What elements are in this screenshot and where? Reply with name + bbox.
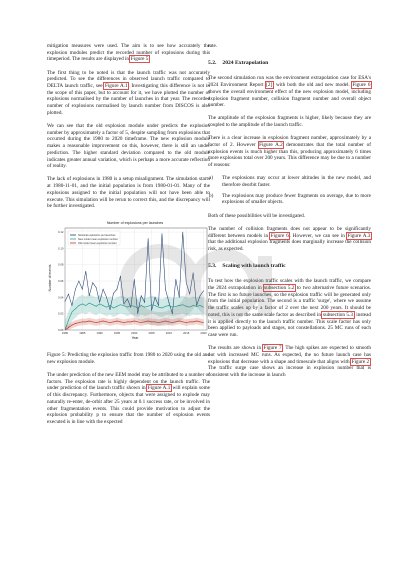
data-point	[72, 306, 73, 307]
data-point	[92, 283, 93, 284]
x-tick-label: 2015	[183, 331, 190, 336]
paragraph-text: demonstrates that the total number of explosion events is much higher than this, producing approximately 6 times more explosions total over 200 years. This difference may be due to a number of reasons:	[208, 142, 372, 169]
data-point	[179, 297, 180, 298]
data-point	[193, 322, 194, 323]
paragraph	[208, 345, 371, 379]
x-tick-label: 1985	[79, 331, 86, 336]
data-point	[113, 293, 114, 294]
data-point	[186, 323, 187, 324]
figure-link[interactable]: Figure 6	[270, 232, 289, 239]
data-point	[158, 323, 159, 324]
data-point	[193, 273, 194, 274]
data-point	[124, 323, 125, 324]
paragraph-text: To test how the explosion traffic scales with the launch traffic, we compare the 2024 extrapolation in	[208, 278, 371, 292]
data-point	[99, 322, 100, 323]
x-tick-label: 1995	[113, 331, 121, 336]
data-point	[186, 283, 187, 284]
data-point	[89, 321, 90, 322]
data-point	[127, 322, 128, 323]
data-point	[75, 289, 76, 290]
data-point	[144, 307, 145, 308]
list-label: b)	[209, 192, 214, 199]
legend-label: Old model mean explosion number	[78, 242, 117, 246]
data-point	[82, 289, 83, 290]
data-point	[113, 322, 114, 323]
y-tick-label: 0.12	[58, 230, 64, 235]
explosion-chart	[47, 218, 210, 341]
data-point	[120, 305, 121, 306]
paragraph	[208, 226, 371, 253]
paragraph-text: There is a clear increase in explosion fragment number, approximately by a factor of 2. However	[208, 135, 371, 149]
section-link[interactable]: subsection 5.3	[323, 311, 353, 318]
paragraph-text: .	[148, 56, 151, 63]
data-point	[162, 322, 163, 323]
data-point	[110, 323, 111, 324]
data-point	[68, 320, 69, 321]
data-point	[141, 296, 142, 297]
chart-title: Number of explosions per launches	[106, 221, 164, 226]
data-point	[72, 312, 73, 313]
data-point	[169, 306, 170, 307]
data-point	[117, 321, 118, 322]
paragraph-text: The second simulation run was the environment extrapolation case for ESA's 2024 Environment Report	[208, 75, 371, 89]
data-point	[89, 303, 90, 304]
data-point	[92, 305, 93, 306]
data-point	[106, 322, 107, 323]
paragraph	[47, 43, 210, 63]
data-point	[72, 325, 73, 326]
data-point	[75, 309, 76, 310]
reasons-list	[208, 175, 371, 206]
list-label: a)	[209, 175, 214, 182]
data-point	[92, 322, 93, 323]
x-tick-label: 2005	[148, 331, 155, 336]
data-point	[182, 305, 183, 306]
data-point	[175, 306, 176, 307]
data-point	[169, 322, 170, 323]
list-item	[209, 175, 371, 189]
data-point	[130, 322, 131, 323]
paragraph	[47, 372, 210, 426]
figure-caption: Figure 5: Predicting the explosion traffic from 1980 to 2020 using the old and new explosion module.	[47, 352, 210, 365]
chart-plot-area	[58, 228, 207, 335]
x-tick-label: 1980	[61, 331, 69, 336]
y-tick-label: 0.04	[58, 295, 64, 300]
legend-label: historical explosions per launches	[78, 234, 116, 238]
x-tick-label: 2010	[165, 331, 173, 336]
citation-link[interactable]: [2]	[266, 82, 273, 89]
data-point	[85, 322, 86, 323]
data-point	[151, 311, 152, 312]
data-point	[127, 299, 128, 300]
data-point	[155, 306, 156, 307]
figure-link[interactable]: Figure A.1	[147, 385, 171, 392]
data-point	[179, 321, 180, 322]
data-point	[175, 280, 176, 281]
data-point	[158, 307, 159, 308]
data-point	[68, 328, 69, 329]
legend-label: New model mean explosion number	[78, 238, 118, 242]
data-point	[96, 323, 97, 324]
data-point	[85, 306, 86, 307]
data-point	[117, 306, 118, 307]
data-point	[120, 276, 121, 277]
data-point	[189, 307, 190, 308]
data-point	[203, 291, 204, 292]
list-item	[209, 192, 371, 206]
section-number: 5.3.	[208, 262, 217, 269]
data-point	[144, 322, 145, 323]
figure-link[interactable]: Figure 5	[130, 56, 149, 63]
data-point	[106, 307, 107, 308]
data-point	[79, 306, 80, 307]
data-point	[68, 294, 69, 295]
data-point	[120, 322, 121, 323]
data-point	[179, 306, 180, 307]
data-point	[99, 304, 100, 305]
data-point	[141, 323, 142, 324]
data-point	[79, 323, 80, 324]
data-point	[155, 297, 156, 298]
paragraph-text: . The high spikes are expected to smooth out with increased MC runs. As expected, the no future launch case has explosions that decrease with a shape and timescale that aligns with	[208, 345, 371, 365]
paragraph: rate.	[208, 43, 218, 49]
x-tick-label: 1990	[96, 331, 103, 336]
figure-link[interactable]: Figure A.1	[104, 83, 128, 90]
data-point	[162, 234, 163, 235]
paragraph-text: , instead it is applied directly to the launch traffic number. This scale factor has only been applied to payloads and stages, not constellations. 25 MC runs of each case were run.	[208, 311, 371, 338]
data-point	[200, 322, 201, 323]
data-point	[96, 288, 97, 289]
data-point	[144, 302, 145, 303]
data-point	[189, 294, 190, 295]
data-point	[162, 308, 163, 309]
data-point	[137, 314, 138, 315]
section-title: 2024 Extrapolation	[222, 59, 269, 66]
paragraph	[208, 278, 371, 338]
data-point	[196, 306, 197, 307]
paragraph-text: that the additional explosion fragments does marginally increase the collision risk, as expected.	[208, 239, 371, 252]
data-point	[96, 306, 97, 307]
paragraph-text: , with both the old and new model.	[272, 82, 350, 89]
data-point	[200, 306, 201, 307]
data-point	[124, 304, 125, 305]
data-point	[200, 296, 201, 297]
data-point	[65, 302, 66, 303]
data-point	[79, 281, 80, 282]
paragraph: We can see that the old explosion module under predicts the explosion number by approximately a factor of 5, despite sampling from explosions that occurred during the 1980 to 2020 timeframe. The new explosion module makes a reasonable improvement on this, however, there is still an under prediction. The higher standard deviation compared to the old module indicates greater annual variation, which is perhaps a more accurate reflection of reality.	[47, 123, 210, 170]
data-point	[82, 304, 83, 305]
data-point	[65, 330, 66, 331]
figure-link[interactable]: Figure 6	[352, 82, 371, 89]
data-point	[148, 321, 149, 322]
figure-link[interactable]: Figure A.3	[347, 232, 371, 239]
section-link[interactable]: subsection 5.2	[264, 285, 295, 292]
data-point	[124, 306, 125, 307]
y-tick-label: 0.08	[58, 263, 64, 268]
paragraph	[47, 70, 210, 117]
data-point	[89, 296, 90, 297]
paragraph-text: The number of collision fragments does not appear to be significantly different between models in	[208, 225, 371, 239]
data-point	[113, 308, 114, 309]
data-point	[148, 239, 149, 240]
figure-link[interactable]: Figure 7	[263, 345, 282, 352]
data-point	[155, 322, 156, 323]
data-point	[103, 289, 104, 290]
data-point	[175, 322, 176, 323]
data-point	[182, 232, 183, 233]
y-tick-label: 0.06	[58, 279, 64, 284]
y-tick-label: 0.10	[58, 246, 64, 251]
data-point	[127, 307, 128, 308]
data-point	[137, 308, 138, 309]
data-point	[110, 310, 111, 311]
data-point	[130, 306, 131, 307]
paragraph	[208, 75, 371, 109]
data-point	[117, 289, 118, 290]
data-point	[141, 306, 142, 307]
data-point	[110, 306, 111, 307]
x-tick-label: 2020	[200, 331, 207, 336]
paragraph-text: will explain some of this discrepancy. Furthermore, objects that were assigned to explode may naturally re-enter, de-orbit after 25 years at 0.1 success rate, or be involved in other fragmentation events. This could provide motivation to adjust the explosion probability p to ensure that the number of explosion events executed is in line with the expected	[47, 385, 210, 425]
list-text: The explosions may occur at lower altitudes in the new model, and therefore deorbit faster.	[222, 175, 371, 189]
paragraph: The amplitude of the explosion fragments is higher, likely because they are coupled to the amplitude of the launch traffic.	[208, 115, 371, 129]
chart-xlabel: Year	[131, 336, 139, 341]
data-point	[186, 306, 187, 307]
data-point	[189, 322, 190, 323]
paragraph-text: The under prediction of the new EEM model may be attributed to a number of factors. The explosion rate is highly dependent on the launch traffic. The under prediction of the launch traffic shown in	[47, 372, 210, 392]
section-heading	[208, 60, 371, 67]
data-point	[165, 306, 166, 307]
data-point	[99, 302, 100, 303]
data-point	[75, 324, 76, 325]
figure-link[interactable]: Figure 2	[351, 358, 370, 365]
y-tick-label: 0.00	[58, 328, 64, 333]
data-point	[103, 321, 104, 322]
paragraph	[208, 135, 371, 169]
paragraph-text: . The traffic surge case shows an increase in explosion number that is consistent with the increase in launch	[208, 358, 372, 379]
data-point	[196, 321, 197, 322]
data-point	[172, 314, 173, 315]
paragraph-text: shows the overall environment effect of the new explosion model, including explosion fragment number, collision fragment number and overall object number.	[208, 88, 371, 109]
paragraph-text: mitigation measures were used. The aim is to see how accurately the explosion modules predict the recorded number of explosions during this timeperiod. The results are displayed in	[47, 43, 210, 63]
right-column	[208, 43, 371, 385]
x-tick-label: 2000	[131, 331, 138, 336]
section-title: Scaling with launch traffic	[222, 262, 286, 269]
chart-ylabel: Number of events	[48, 265, 52, 292]
paragraph-text: The results are shown in	[208, 345, 262, 352]
data-point	[85, 271, 86, 272]
paragraph-text: to two alternative future scenarios. The first is no future launches, so the explosion traffic will be generated only from the initial population. The second is a traffic 'surge', where we assume the traffic scales up by a factor of 2 over the next 200 years. It should be noted, this is not the same scale factor as described in	[208, 285, 371, 318]
data-point	[169, 302, 170, 303]
data-point	[196, 306, 197, 307]
section-heading	[208, 263, 371, 270]
data-point	[134, 306, 135, 307]
data-point	[106, 297, 107, 298]
data-point	[134, 280, 135, 281]
data-point	[158, 306, 159, 307]
data-point	[172, 323, 173, 324]
paragraph-text: . Investigating this difference is not in the scope of this paper, but to account for it, we have plotted the number of explosions normalised by the number of launches in that year. The recorded number of explosions normalised by launch number from DISCOS is also plotted.	[47, 83, 210, 116]
figure-link[interactable]: Figure A.2	[259, 142, 283, 149]
data-point	[151, 322, 152, 323]
data-point	[82, 322, 83, 323]
data-point	[203, 323, 204, 324]
data-point	[134, 321, 135, 322]
paragraph-text: The first thing to be noted is that the launch traffic was not accurately predicted. To see the differences in observed launch traffic compared to DELTA launch traffic, see	[47, 69, 210, 90]
data-point	[182, 322, 183, 323]
data-point	[203, 307, 204, 308]
data-point	[137, 322, 138, 323]
data-point	[172, 307, 173, 308]
data-point	[148, 306, 149, 307]
data-point	[165, 321, 166, 322]
data-point	[103, 306, 104, 307]
left-column	[47, 43, 210, 432]
list-text: The explosions may produce fewer fragments on average, due to more explosions of smaller objects.	[222, 192, 371, 206]
section-number: 5.2.	[208, 59, 217, 66]
y-tick-label: 0.02	[58, 312, 64, 317]
paragraph-text: . However, we can see in	[289, 232, 345, 239]
data-point	[151, 305, 152, 306]
paragraph: The lack of explosions in 1980 is a setup misalignment. The simulation starts at 1980-11-01, and the initial population is from 1980-01-01. Many of the explosions assigned to the initial population will not have been able to execute. This simulation will be rerun to correct this, and the discrepancy will be further investigated.	[47, 176, 210, 210]
data-point	[130, 307, 131, 308]
paragraph: Both of these possibilities will be investigated.	[208, 212, 305, 219]
data-point	[193, 306, 194, 307]
data-point	[165, 289, 166, 290]
